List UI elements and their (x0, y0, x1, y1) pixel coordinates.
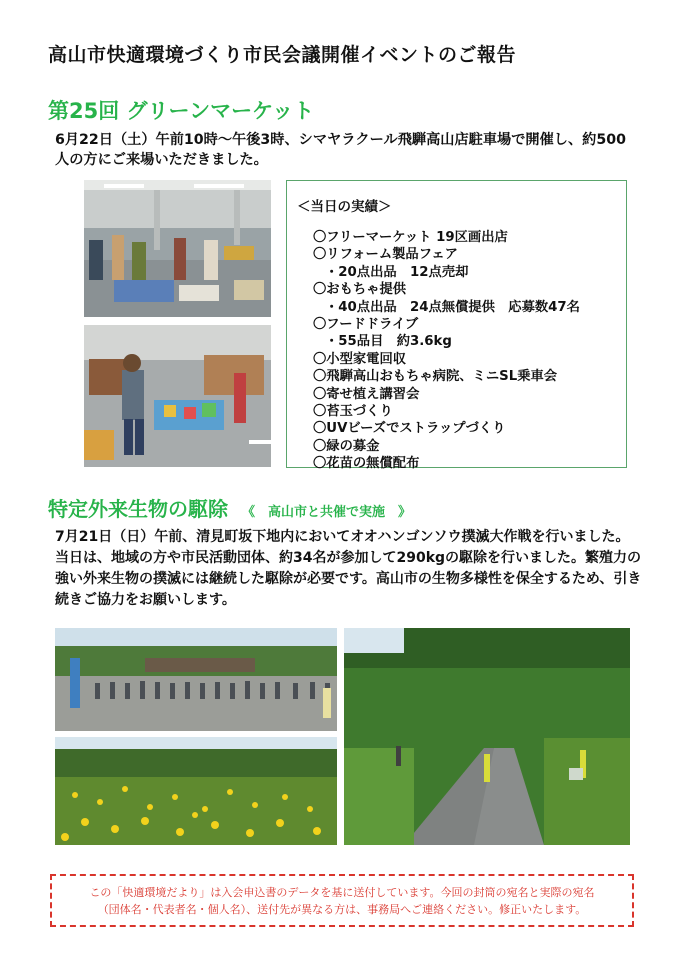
result-item: 〇苔玉づくり (313, 404, 393, 420)
result-item: 〇フリーマーケット 19区画出店 (313, 230, 508, 245)
results-list (297, 229, 616, 473)
notice-line-2: （団体名・代表者名・個人名）、送付先が異なる方は、事務局へご連絡ください。修正いたします。 (97, 903, 587, 916)
result-item: 〇フードドライブ (313, 317, 419, 333)
market-photo-1 (84, 180, 271, 317)
result-item: 〇おもちゃ提供 (313, 282, 407, 298)
section2-title: 特定外来生物の駆除 (48, 497, 228, 521)
address-notice (50, 874, 634, 927)
results-box (286, 180, 627, 472)
weeding-photo-flowers (55, 737, 337, 845)
results-heading: ＜当日の実績＞ (297, 199, 392, 215)
weeding-photo-group (55, 628, 337, 731)
result-item: 〇UVビーズでストラップづくり (313, 421, 506, 437)
result-item: 〇リフォーム製品フェア (313, 247, 458, 263)
section1-intro: 6月22日（土）午前10時～午後3時、シマヤラクール飛騨高山店駐車場で開催し、約500人の方にご来場いただきました。 (55, 132, 626, 168)
result-subitem: ・40点出品 24点無償提供 応募数47名 (325, 299, 580, 315)
result-item: 〇飛騨高山おもちゃ病院、ミニSL乗車会 (313, 369, 558, 385)
result-subitem: ・20点出品 12点売却 (325, 264, 469, 280)
result-subitem: ・55品目 約3.6kg (325, 334, 452, 350)
result-item: 〇緑の募金 (313, 438, 380, 454)
result-item: 〇花苗の無償配布 (313, 456, 420, 472)
weeding-photo-road (344, 628, 630, 845)
result-item: 〇寄せ植え講習会 (313, 386, 420, 402)
section2-subtitle: 《 高山市と共催で実施 》 (242, 505, 412, 520)
result-item: 〇小型家電回収 (313, 351, 407, 367)
notice-line-1: この「快適環境だより」は入会申込書のデータを基に送付しています。今回の封筒の宛名と実際の宛名 (89, 886, 595, 899)
section2-body: 7月21日（日）午前、清見町坂下地内においてオオハンゴンソウ撲滅大作戦を行いました。 当日は、地域の方や市民活動団体、約34名が参加して290kgの駆除を行いました。繁殖力の強い外来生物の撲滅には継続した駆除が必要です。高山市の生物多様性を保全するため、引き続きご協力をお願いします。 (55, 529, 642, 608)
page-title: 高山市快適環境づくり市民会議開催イベントのご報告 (48, 44, 517, 66)
section1-title: 第25回 グリーンマーケット (48, 99, 315, 123)
market-photo-2 (84, 325, 271, 467)
section2-heading (48, 493, 411, 522)
